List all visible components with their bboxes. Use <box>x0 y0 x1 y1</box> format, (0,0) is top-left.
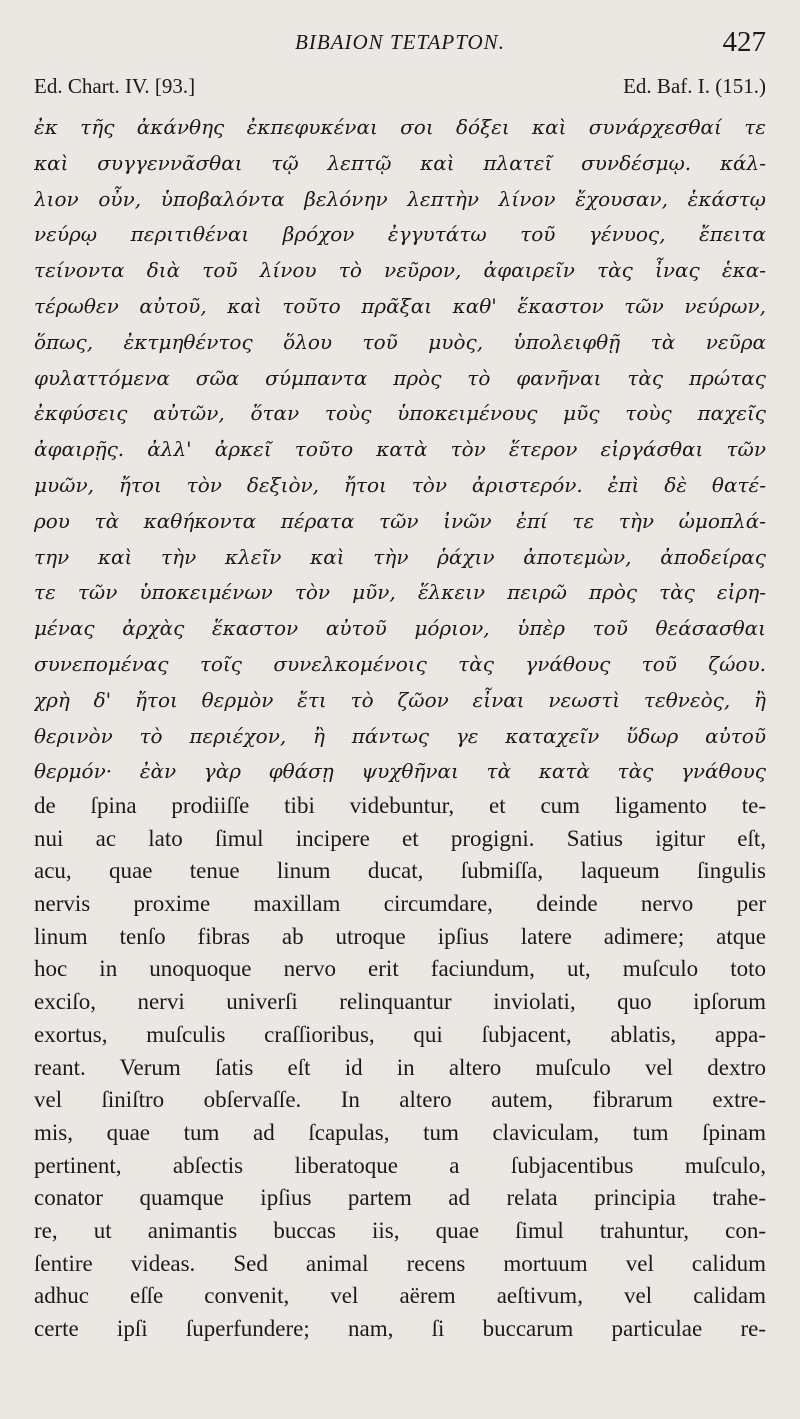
greek-text-line: μυῶν, ἤτοι τὸν δεξιὸν, ἤτοι τὸν ἀριστερόν. ἐπὶ δὲ θατέ- <box>34 472 766 497</box>
latin-text-line: pertinent, abſectis liberatoque a ſubjacentibus muſculo, <box>34 1152 766 1178</box>
greek-text-line: τείνοντα διὰ τοῦ λίνου τὸ νεῦρον, ἀφαιρεῖν τὰς ἶνας ἑκα- <box>34 258 766 283</box>
greek-text-line: τέρωθεν αὐτοῦ, καὶ τοῦτο πρᾶξαι καθ' ἕκαστον τῶν νεύρων, <box>34 293 766 318</box>
latin-text-line: de ſpina prodiiſſe tibi videbuntur, et cum ligamento te- <box>34 793 766 818</box>
latin-text-block <box>34 790 766 1346</box>
greek-text-line: ἐκφύσεις αὐτῶν, ὅταν τοὺς ὑποκειμένους μῦς τοὺς παχεῖς <box>34 401 766 426</box>
greek-text-block <box>34 110 766 790</box>
greek-text-line: φυλαττόμενα σῶα σύμπαντα πρὸς τὸ φανῆναι τὰς πρώτας <box>34 365 766 390</box>
latin-text-line: exortus, muſculis craſſioribus, qui ſubjacent, ablatis, appa- <box>34 1021 766 1047</box>
greek-text-line: λιον οὖν, ὑποβαλόντα βελόνην λεπτὴν λίνον ἔχουσαν, ἑκάστῳ <box>34 186 766 211</box>
latin-text-line: linum tenſo fibras ab utroque ipſius latere adimere; atque <box>34 923 766 949</box>
latin-text-line: ſentire videas. Sed animal recens mortuum vel calidum <box>34 1250 766 1276</box>
running-head <box>0 26 800 66</box>
latin-text-line: vel ſiniſtro obſervaſſe. In altero autem, fibrarum extre- <box>34 1087 766 1113</box>
greek-text-line: ἐκ τῆς ἀκάνθης ἐκπεφυκέναι σοι δόξει καὶ συνάρχεσθαί τε <box>34 115 766 139</box>
greek-text-line: μένας ἀρχὰς ἕκαστον αὐτοῦ μόριον, ὑπὲρ τοῦ θεάσασθαι <box>34 616 766 641</box>
latin-text-line: exciſo, nervi univerſi relinquantur inviolati, quo ipſorum <box>34 989 766 1015</box>
greek-text-line: καὶ συγγεννᾶσθαι τῷ λεπτῷ καὶ πλατεῖ συνδέσμῳ. κάλ- <box>34 150 766 175</box>
latin-text-line: hoc in unoquoque nervo erit faciundum, ut, muſculo toto <box>34 956 766 982</box>
latin-text-line: re, ut animantis buccas iis, quae ſimul trahuntur, con- <box>34 1217 766 1243</box>
greek-text-line: θερμόν· ἐὰν γὰρ φθάσῃ ψυχθῆναι τὰ κατὰ τὰς γνάθους <box>34 759 766 784</box>
greek-text-line: ὅπως, ἐκτμηθέντος ὅλου τοῦ μυὸς, ὑπολειφθῇ τὰ νεῦρα <box>34 329 766 354</box>
page-number: 427 <box>722 26 766 58</box>
edition-references <box>34 74 766 106</box>
latin-text-line: reant. Verum ſatis eſt id in altero muſculo vel dextro <box>34 1054 766 1080</box>
greek-text-line: συνεπομένας τοῖς συνελκομένοις τὰς γνάθους τοῦ ζώου. <box>34 651 766 676</box>
greek-text-line: θερινὸν τὸ περιέχον, ἢ πάντως γε καταχεῖν ὕδωρ αὐτοῦ <box>34 723 766 748</box>
edition-ref-basel: Ed. Baf. I. (151.) <box>623 74 766 98</box>
book-title: BIBAION TETAPTON. <box>295 30 505 54</box>
edition-ref-chartier: Ed. Chart. IV. [93.] <box>34 74 196 98</box>
latin-text-line: adhuc eſſe convenit, vel aërem aeſtivum, vel calidam <box>34 1283 766 1309</box>
greek-text-line: ἀφαιρῇς. ἀλλ' ἀρκεῖ τοῦτο κατὰ τὸν ἕτερον εἰργάσθαι τῶν <box>34 437 766 462</box>
latin-text-line: nervis proxime maxillam circumdare, deinde nervo per <box>34 891 766 917</box>
latin-text-line: mis, quae tum ad ſcapulas, tum claviculam, tum ſpinam <box>34 1119 766 1145</box>
latin-text-line: certe ipſi ſuperfundere; nam, ſi buccarum particulae re- <box>34 1316 766 1341</box>
latin-text-line: conator quamque ipſius partem ad relata principia trahe- <box>34 1185 766 1211</box>
greek-text-line: νεύρῳ περιτιθέναι βρόχον ἐγγυτάτω τοῦ γένυος, ἔπειτα <box>34 222 766 247</box>
latin-text-line: nui ac lato ſimul incipere et progigni. Satius igitur eſt, <box>34 825 766 851</box>
greek-text-line: την καὶ τὴν κλεῖν καὶ τὴν ῥάχιν ἀποτεμὼν, ἀποδείρας <box>34 544 766 569</box>
greek-text-line: τε τῶν ὑποκειμένων τὸν μῦν, ἕλκειν πειρῶ πρὸς τὰς εἰρη- <box>34 580 766 605</box>
latin-text-line: acu, quae tenue linum ducat, ſubmiſſa, laqueum ſingulis <box>34 858 766 884</box>
greek-text-line: χρὴ δ' ἤτοι θερμὸν ἔτι τὸ ζῶον εἶναι νεωστὶ τεθνεὸς, ἢ <box>34 687 766 712</box>
greek-text-line: ρου τὰ καθήκοντα πέρατα τῶν ἰνῶν ἐπί τε τὴν ὠμοπλά- <box>34 508 766 533</box>
